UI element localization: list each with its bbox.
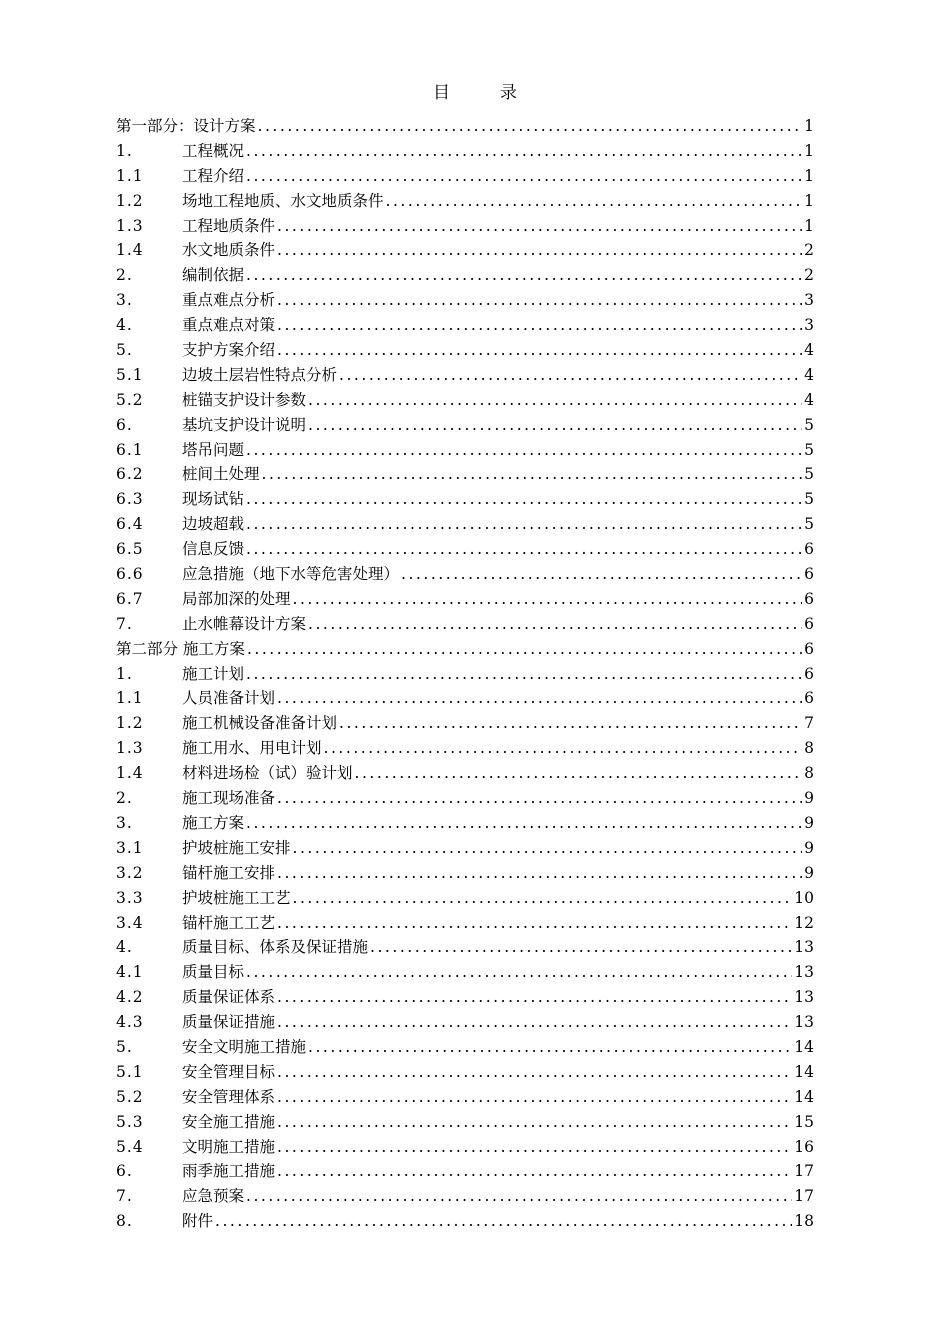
toc-page-number: 6 (804, 614, 814, 633)
toc-entry-title[interactable]: 安全施工措施 (182, 1112, 276, 1131)
toc-entry-title[interactable]: 锚杆施工工艺 (182, 913, 276, 932)
toc-dot-leader (277, 861, 802, 886)
toc-dot-leader (246, 164, 802, 189)
toc-dot-leader (277, 686, 802, 711)
toc-page-number: 13 (794, 938, 814, 957)
toc-entry-title[interactable]: 重点难点对策 (182, 316, 276, 335)
toc-page-number: 9 (804, 863, 814, 882)
toc-entry-title[interactable]: 护坡桩施工工艺 (182, 888, 291, 907)
toc-page-number: 5 (804, 465, 814, 484)
toc-title-right: 录 (500, 83, 517, 103)
toc-entry-title[interactable]: 护坡桩施工安排 (182, 838, 291, 857)
toc-entry[interactable] (116, 164, 814, 189)
toc-dot-leader (386, 189, 803, 214)
toc-page-number: 5 (804, 515, 814, 534)
toc-dot-leader (246, 263, 802, 288)
toc-entry-number: 2. (116, 789, 133, 808)
toc-entry[interactable] (116, 512, 814, 537)
toc-entry-number: 1. (116, 664, 133, 683)
toc-dot-leader (246, 1184, 792, 1209)
toc-dot-leader (277, 1159, 792, 1184)
toc-entry-number: 1.3 (116, 739, 144, 758)
toc-entry-title[interactable]: 塔吊问题 (182, 440, 245, 459)
toc-entry-number: 4.3 (116, 1013, 144, 1032)
toc-page-number: 13 (794, 988, 814, 1007)
toc-entry-number: 6.1 (116, 440, 144, 459)
toc-dot-leader (355, 761, 803, 786)
toc-dot-leader (293, 836, 803, 861)
toc-part-heading[interactable] (116, 637, 814, 662)
toc-entry[interactable] (116, 861, 814, 886)
toc-page-number: 6 (804, 565, 814, 584)
toc-entry[interactable] (116, 985, 814, 1010)
toc-entry[interactable] (116, 537, 814, 562)
toc-page-number: 5 (804, 490, 814, 509)
toc-part-heading[interactable] (116, 114, 814, 139)
toc-page-number: 10 (794, 888, 814, 907)
toc-list (116, 114, 814, 1234)
toc-entry[interactable] (116, 438, 814, 463)
toc-entry[interactable] (116, 1085, 814, 1110)
toc-entry-title[interactable]: 应急预案 (182, 1187, 245, 1206)
toc-page-number: 17 (794, 1162, 814, 1181)
toc-dot-leader (246, 960, 792, 985)
toc-entry-title[interactable]: 支护方案介绍 (182, 341, 276, 360)
toc-dot-leader (277, 1135, 792, 1160)
toc-entry[interactable] (116, 288, 814, 313)
toc-dot-leader (293, 587, 803, 612)
toc-page-number: 4 (804, 365, 814, 384)
toc-entry-number: 3.2 (116, 863, 144, 882)
toc-page-number: 14 (794, 1037, 814, 1056)
toc-entry[interactable] (116, 1060, 814, 1085)
toc-entry-number: 1.4 (116, 241, 144, 260)
toc-entry-title[interactable]: 附件 (182, 1212, 214, 1231)
toc-page-number: 2 (804, 266, 814, 285)
toc-page-number: 6 (804, 689, 814, 708)
toc-dot-leader (277, 1060, 792, 1085)
toc-dot-leader (277, 911, 792, 936)
toc-entry-number: 1.1 (116, 166, 144, 185)
toc-entry-number: 3.3 (116, 888, 144, 907)
toc-page-number: 18 (794, 1212, 814, 1231)
toc-entry[interactable] (116, 338, 814, 363)
toc-entry[interactable] (116, 1010, 814, 1035)
toc-entry-number: 6.4 (116, 515, 144, 534)
toc-dot-leader (308, 1035, 792, 1060)
toc-page-number: 1 (804, 191, 814, 210)
toc-entry-number: 6.2 (116, 465, 144, 484)
toc-entry-number: 5. (116, 1037, 133, 1056)
toc-page-number: 13 (794, 1013, 814, 1032)
toc-dot-leader (277, 238, 802, 263)
toc-entry-number: 5.1 (116, 1062, 144, 1081)
toc-entry-title[interactable]: 质量目标、体系及保证措施 (182, 938, 369, 957)
toc-dot-leader (293, 886, 793, 911)
toc-dot-leader (246, 537, 802, 562)
toc-entry-title[interactable]: 施工计划 (182, 664, 245, 683)
toc-entry-title[interactable]: 质量保证措施 (182, 1013, 276, 1032)
toc-entry-number: 1.4 (116, 764, 144, 783)
toc-page-number: 5 (804, 415, 814, 434)
toc-dot-leader (246, 438, 802, 463)
toc-entry-number: 5.2 (116, 390, 144, 409)
toc-entry[interactable] (116, 911, 814, 936)
toc-page-number: 3 (804, 316, 814, 335)
toc-dot-leader (246, 512, 802, 537)
toc-page-number: 6 (804, 639, 814, 658)
toc-entry-title[interactable]: 安全管理目标 (182, 1062, 276, 1081)
toc-page-number: 16 (794, 1137, 814, 1156)
toc-page-number: 12 (794, 913, 814, 932)
toc-entry-number: 3.1 (116, 838, 144, 857)
toc-entry-title[interactable]: 材料进场检（试）验计划 (182, 764, 353, 783)
toc-entry-number: 1.1 (116, 689, 144, 708)
toc-entry-title[interactable]: 施工机械设备准备计划 (182, 714, 338, 733)
toc-entry[interactable] (116, 214, 814, 239)
toc-entry[interactable] (116, 1135, 814, 1160)
toc-entry[interactable] (116, 1209, 814, 1234)
toc-entry-number: 1.2 (116, 191, 144, 210)
toc-page-number: 14 (794, 1087, 814, 1106)
toc-entry-title[interactable]: 应急措施（地下水等危害处理） (182, 565, 400, 584)
toc-dot-leader (215, 1209, 792, 1234)
toc-entry[interactable] (116, 313, 814, 338)
toc-entry[interactable] (116, 836, 814, 861)
toc-dot-leader (370, 935, 792, 960)
toc-entry-number: 6.3 (116, 490, 144, 509)
toc-entry-number: 6.6 (116, 565, 144, 584)
toc-entry[interactable] (116, 686, 814, 711)
toc-entry-title[interactable]: 边坡土层岩性特点分析 (182, 365, 338, 384)
toc-dot-leader (246, 811, 802, 836)
toc-dot-leader (277, 786, 802, 811)
toc-entry-number: 3. (116, 813, 133, 832)
toc-page-number: 4 (804, 341, 814, 360)
toc-entry-number: 4. (116, 938, 133, 957)
toc-dot-leader (277, 338, 802, 363)
toc-entry-number: 6. (116, 1162, 133, 1181)
toc-entry[interactable] (116, 587, 814, 612)
toc-entry-title[interactable]: 安全管理体系 (182, 1087, 276, 1106)
toc-entry-title[interactable]: 局部加深的处理 (182, 589, 291, 608)
toc-dot-leader (246, 662, 802, 687)
toc-entry-title[interactable]: 工程介绍 (182, 166, 245, 185)
toc-entry-title[interactable]: 人员准备计划 (182, 689, 276, 708)
toc-entry[interactable] (116, 711, 814, 736)
toc-page-number: 5 (804, 440, 814, 459)
toc-entry-number: 7. (116, 614, 133, 633)
toc-page-number: 14 (794, 1062, 814, 1081)
toc-entry-number: 4.2 (116, 988, 144, 1007)
toc-page-number: 15 (794, 1112, 814, 1131)
toc-entry-title[interactable]: 安全文明施工措施 (182, 1037, 307, 1056)
toc-entry-title[interactable]: 重点难点分析 (182, 291, 276, 310)
toc-entry-title[interactable]: 雨季施工措施 (182, 1162, 276, 1181)
toc-entry-number: 5.1 (116, 365, 144, 384)
toc-entry-title[interactable]: 质量保证体系 (182, 988, 276, 1007)
toc-entry-number: 1.2 (116, 714, 144, 733)
toc-page-number: 13 (794, 963, 814, 982)
toc-entry-title[interactable]: 编制依据 (182, 266, 245, 285)
toc-page-number: 17 (794, 1187, 814, 1206)
toc-entry-number: 8. (116, 1212, 133, 1231)
toc-entry[interactable] (116, 960, 814, 985)
toc-entry[interactable] (116, 886, 814, 911)
toc-entry-number: 6.7 (116, 589, 144, 608)
toc-dot-leader (401, 562, 802, 587)
toc-dot-leader (258, 114, 803, 139)
toc-entry-title[interactable]: 质量目标 (182, 963, 245, 982)
toc-entry-title[interactable]: 水文地质条件 (182, 241, 276, 260)
toc-entry-number: 6. (116, 415, 133, 434)
toc-page-number: 6 (804, 540, 814, 559)
toc-entry-number: 2. (116, 266, 133, 285)
toc-entry[interactable] (116, 413, 814, 438)
toc-entry-number: 5.2 (116, 1087, 144, 1106)
toc-dot-leader (324, 736, 803, 761)
toc-page-number: 1 (804, 216, 814, 235)
toc-entry[interactable] (116, 363, 814, 388)
toc-entry[interactable] (116, 811, 814, 836)
toc-dot-leader (277, 288, 802, 313)
toc-entry-title[interactable]: 基坑支护设计说明 (182, 415, 307, 434)
toc-entry-number: 5.3 (116, 1112, 144, 1131)
toc-page-number: 8 (804, 764, 814, 783)
toc-dot-leader (277, 1010, 792, 1035)
toc-entry-title[interactable]: 施工现场准备 (182, 789, 276, 808)
toc-dot-leader (246, 487, 802, 512)
toc-dot-leader (308, 388, 802, 413)
toc-entry-title[interactable]: 止水帷幕设计方案 (182, 614, 307, 633)
toc-entry-title[interactable]: 施工用水、用电计划 (182, 739, 322, 758)
toc-entry[interactable] (116, 1035, 814, 1060)
toc-dot-leader (308, 612, 802, 637)
toc-page-number: 9 (804, 813, 814, 832)
toc-entry[interactable] (116, 662, 814, 687)
toc-entry[interactable] (116, 388, 814, 413)
toc-entry-number: 3. (116, 291, 133, 310)
toc-entry[interactable] (116, 786, 814, 811)
toc-dot-leader (262, 462, 803, 487)
toc-page-number: 4 (804, 390, 814, 409)
toc-entry-number: 4.1 (116, 963, 144, 982)
toc-dot-leader (277, 1110, 792, 1135)
toc-dot-leader (277, 313, 802, 338)
toc-entry-number: 5.4 (116, 1137, 144, 1156)
toc-dot-leader (339, 711, 802, 736)
toc-page-number: 8 (804, 739, 814, 758)
toc-entry[interactable] (116, 1110, 814, 1135)
toc-entry-title[interactable]: 现场试钻 (182, 490, 245, 509)
toc-dot-leader (277, 985, 792, 1010)
toc-entry-number: 5. (116, 341, 133, 360)
toc-dot-leader (277, 1085, 792, 1110)
toc-page-number: 1 (804, 117, 814, 135)
toc-entry-title[interactable]: 边坡超载 (182, 515, 245, 534)
toc-page-number: 7 (804, 714, 814, 733)
toc-entry[interactable] (116, 263, 814, 288)
toc-entry-title[interactable]: 文明施工措施 (182, 1137, 276, 1156)
toc-entry[interactable] (116, 462, 814, 487)
toc-entry[interactable] (116, 935, 814, 960)
toc-dot-leader (246, 139, 802, 164)
toc-entry[interactable] (116, 1184, 814, 1209)
toc-page-number: 9 (804, 789, 814, 808)
toc-entry-title[interactable]: 信息反馈 (182, 540, 245, 559)
toc-page-number: 6 (804, 589, 814, 608)
toc-entry[interactable] (116, 1159, 814, 1184)
toc-entry-number: 1. (116, 141, 133, 160)
toc-entry-number: 3.4 (116, 913, 144, 932)
toc-entry-title[interactable]: 工程概况 (182, 141, 245, 160)
toc-page-number: 2 (804, 241, 814, 260)
toc-entry-number: 1.3 (116, 216, 144, 235)
toc-entry-number: 4. (116, 316, 133, 335)
toc-entry[interactable] (116, 139, 814, 164)
toc-entry[interactable] (116, 238, 814, 263)
toc-entry[interactable] (116, 487, 814, 512)
toc-entry[interactable] (116, 562, 814, 587)
toc-entry-title[interactable]: 桩锚支护设计参数 (182, 390, 307, 409)
toc-page-number: 1 (804, 141, 814, 160)
toc-entry-number: 7. (116, 1187, 133, 1206)
toc-entry-title[interactable]: 第一部分：设计方案 (116, 117, 256, 135)
toc-entry-title[interactable]: 施工方案 (182, 813, 245, 832)
toc-entry-title[interactable]: 场地工程地质、水文地质条件 (182, 191, 384, 210)
toc-entry[interactable] (116, 761, 814, 786)
toc-dot-leader (277, 214, 802, 239)
toc-page-number: 9 (804, 838, 814, 857)
toc-entry-title[interactable]: 工程地质条件 (182, 216, 276, 235)
toc-entry-title[interactable]: 锚杆施工安排 (182, 863, 276, 882)
toc-page-number: 6 (804, 664, 814, 683)
toc-dot-leader (308, 413, 802, 438)
toc-entry-number: 6.5 (116, 540, 144, 559)
toc-dot-leader (247, 637, 802, 662)
toc-page-number: 3 (804, 291, 814, 310)
toc-title-left: 目 (433, 83, 450, 103)
toc-dot-leader (339, 363, 802, 388)
toc-entry-title[interactable]: 第二部分 施工方案 (116, 639, 245, 658)
toc-entry[interactable] (116, 612, 814, 637)
toc-page-number: 1 (804, 166, 814, 185)
toc-entry-title[interactable]: 桩间土处理 (182, 465, 260, 484)
toc-entry[interactable] (116, 736, 814, 761)
toc-entry[interactable] (116, 189, 814, 214)
toc-title (0, 78, 950, 103)
